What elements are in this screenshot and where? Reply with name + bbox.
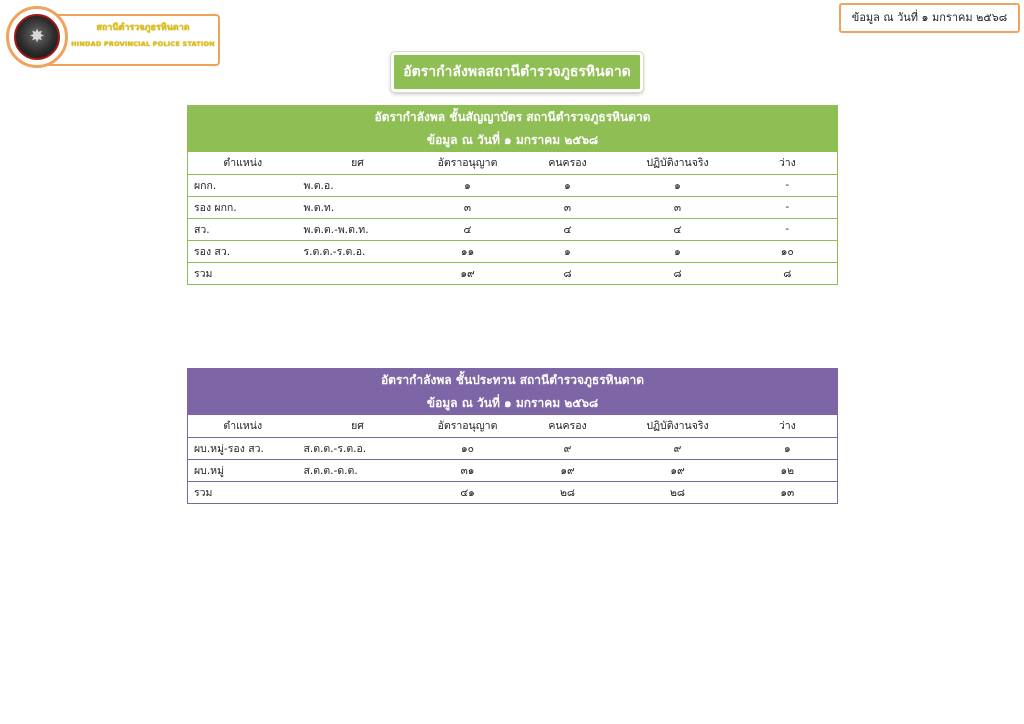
column-header: ว่าง bbox=[778, 420, 796, 433]
column-header: คนครอง bbox=[548, 420, 587, 433]
table-row bbox=[188, 196, 838, 218]
column-header: อัตราอนุญาต bbox=[437, 420, 498, 433]
emblem-icon bbox=[14, 14, 60, 60]
cell-authorized: ๑๑ bbox=[418, 240, 518, 262]
cell-occupied: ๒๘ bbox=[518, 481, 618, 503]
cell-on-duty: ๙ bbox=[618, 437, 738, 459]
column-header: ปฏิบัติงานจริง bbox=[646, 157, 709, 170]
column-header: คนครอง bbox=[548, 157, 587, 170]
table-title: อัตรากำลังพล ชั้นประทวน สถานีตำรวจภูธรหินดาด bbox=[188, 369, 838, 393]
cell-position: สว. bbox=[188, 218, 298, 240]
cell-rank bbox=[298, 262, 418, 284]
ncos-manpower-table bbox=[187, 368, 838, 504]
cell-vacant: ๑๐ bbox=[738, 240, 838, 262]
cell-vacant: - bbox=[738, 218, 838, 240]
cell-occupied: ๔ bbox=[518, 218, 618, 240]
cell-rank: ส.ต.ต.-ร.ต.อ. bbox=[298, 437, 418, 459]
station-name-english: HINDAD PROVINCIAL POLICE STATION bbox=[71, 40, 215, 48]
table-subtitle: ข้อมูล ณ วันที่ ๑ มกราคม ๒๕๖๘ bbox=[188, 392, 838, 415]
cell-authorized: ๓๑ bbox=[418, 459, 518, 481]
cell-authorized: ๑ bbox=[418, 174, 518, 196]
column-header: ปฏิบัติงานจริง bbox=[646, 420, 709, 433]
table-row bbox=[188, 240, 838, 262]
cell-on-duty: ๒๘ bbox=[618, 481, 738, 503]
cell-vacant: ๑ bbox=[738, 437, 838, 459]
cell-vacant: ๘ bbox=[738, 262, 838, 284]
column-header: อัตราอนุญาต bbox=[437, 157, 498, 170]
cell-rank: ส.ต.ต.-ด.ต. bbox=[298, 459, 418, 481]
table-subtitle: ข้อมูล ณ วันที่ ๑ มกราคม ๒๕๖๘ bbox=[188, 129, 838, 152]
table-row bbox=[188, 218, 838, 240]
cell-authorized: ๔๑ bbox=[418, 481, 518, 503]
cell-occupied: ๑ bbox=[518, 174, 618, 196]
cell-position: รอง ผกก. bbox=[188, 196, 298, 218]
table-title: อัตรากำลังพล ชั้นสัญญาบัตร สถานีตำรวจภูธรหินดาด bbox=[188, 106, 838, 130]
cell-occupied: ๑ bbox=[518, 240, 618, 262]
cell-occupied: ๓ bbox=[518, 196, 618, 218]
cell-vacant: ๑๒ bbox=[738, 459, 838, 481]
table-total-row bbox=[188, 481, 838, 503]
cell-on-duty: ๓ bbox=[618, 196, 738, 218]
cell-rank bbox=[298, 481, 418, 503]
cell-authorized: ๓ bbox=[418, 196, 518, 218]
cell-on-duty: ๑ bbox=[618, 240, 738, 262]
cell-rank: พ.ต.ท. bbox=[298, 196, 418, 218]
cell-rank: ร.ต.ต.-ร.ต.อ. bbox=[298, 240, 418, 262]
cell-vacant: - bbox=[738, 174, 838, 196]
station-name-thai: สถานีตำรวจภูธรหินดาด bbox=[96, 23, 190, 33]
cell-position: ผบ.หมู่-รอง สว. bbox=[188, 437, 298, 459]
cell-occupied: ๑๙ bbox=[518, 459, 618, 481]
cell-authorized: ๔ bbox=[418, 218, 518, 240]
cell-on-duty: ๔ bbox=[618, 218, 738, 240]
table-row bbox=[188, 437, 838, 459]
page-title: อัตรากำลังพลสถานีตำรวจภูธรหินดาด bbox=[391, 52, 643, 92]
emblem-star-icon: ✸ bbox=[29, 26, 45, 47]
cell-position: ผบ.หมู่ bbox=[188, 459, 298, 481]
cell-vacant: ๑๓ bbox=[738, 481, 838, 503]
cell-position: รวม bbox=[188, 262, 298, 284]
cell-rank: พ.ต.ต.-พ.ต.ท. bbox=[298, 218, 418, 240]
cell-occupied: ๘ bbox=[518, 262, 618, 284]
police-emblem-logo bbox=[6, 6, 68, 68]
cell-rank: พ.ต.อ. bbox=[298, 174, 418, 196]
table-row bbox=[188, 174, 838, 196]
station-name-text bbox=[70, 20, 216, 52]
cell-on-duty: ๘ bbox=[618, 262, 738, 284]
cell-vacant: - bbox=[738, 196, 838, 218]
column-header: ว่าง bbox=[778, 157, 796, 170]
column-header: ยศ bbox=[351, 420, 364, 433]
cell-position: รอง สว. bbox=[188, 240, 298, 262]
table-row bbox=[188, 459, 838, 481]
cell-authorized: ๑๙ bbox=[418, 262, 518, 284]
cell-authorized: ๑๐ bbox=[418, 437, 518, 459]
column-header: ตำแหน่ง bbox=[223, 157, 263, 170]
cell-occupied: ๙ bbox=[518, 437, 618, 459]
table-header-row bbox=[188, 152, 838, 174]
column-header: ยศ bbox=[351, 157, 364, 170]
cell-position: รวม bbox=[188, 481, 298, 503]
cell-position: ผกก. bbox=[188, 174, 298, 196]
officers-manpower-table bbox=[187, 105, 838, 285]
table-total-row bbox=[188, 262, 838, 284]
table-header-row bbox=[188, 415, 838, 437]
cell-on-duty: ๑๙ bbox=[618, 459, 738, 481]
data-date-label: ข้อมูล ณ วันที่ ๑ มกราคม ๒๕๖๘ bbox=[839, 3, 1020, 33]
column-header: ตำแหน่ง bbox=[223, 420, 263, 433]
cell-on-duty: ๑ bbox=[618, 174, 738, 196]
